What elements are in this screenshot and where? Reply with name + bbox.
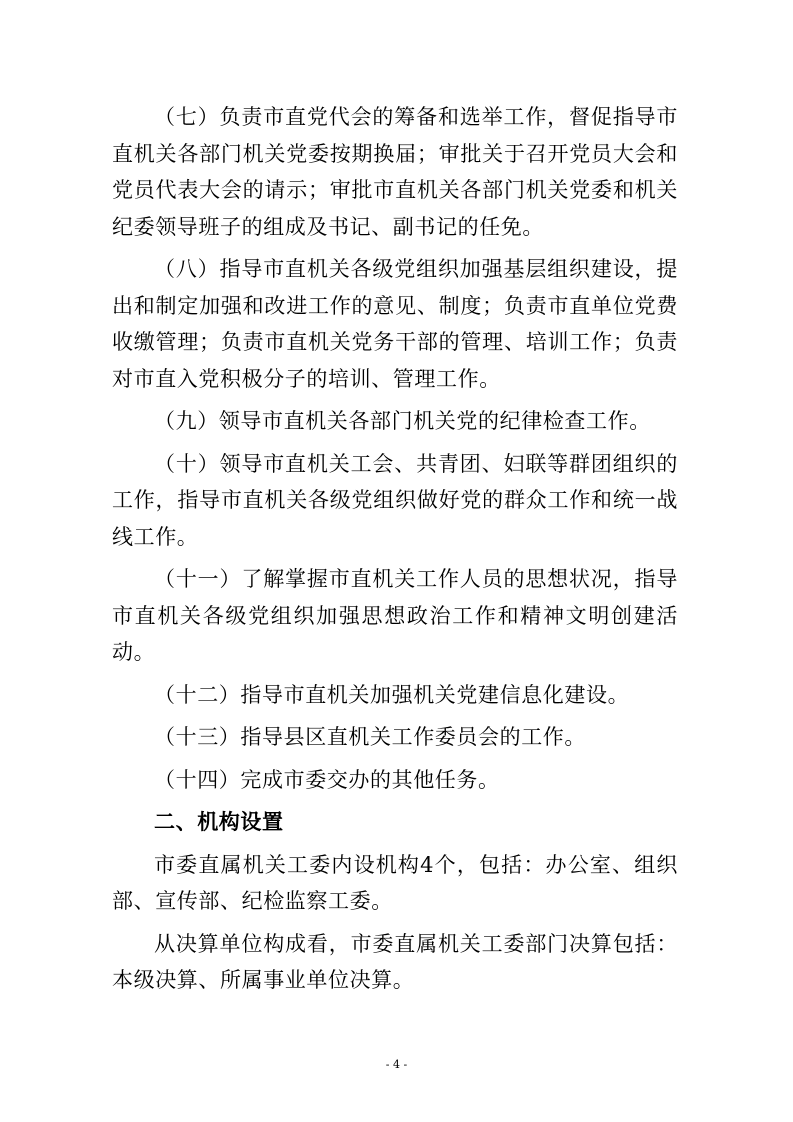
section-heading: 二、机构设置: [154, 810, 284, 834]
paragraph-item-7: （七）负责市直党代会的筹备和选举工作，督促指导市直机关各部门机关党委按期换届；审批关于召开党员大会和党员代表大会的请示；审批市直机关各部门机关党委和机关纪委领导班子的组成及书记、副书记的任免。: [112, 105, 678, 239]
paragraph-item-14: （十四）完成市委交办的其他任务。: [154, 767, 500, 792]
section-paragraph-accounting-units: 从决算单位构成看，市委直属机关工委部门决算包括：本级决算、所属事业单位决算。: [112, 931, 678, 992]
paragraph-item-12: （十二）指导市直机关加强机关党建信息化建设。: [154, 682, 630, 707]
page-number: - 4 -: [385, 1058, 408, 1071]
paragraph-item-10: （十）领导市直机关工会、共青团、妇联等群团组织的工作，指导市直机关各级党组织做好党的群众工作和统一战线工作。: [112, 451, 678, 549]
section-paragraph-internal-units: 市委直属机关工委内设机构4个，包括：办公室、组织部、宣传部、纪检监察工委。: [112, 852, 678, 913]
page-content: [112, 99, 678, 1005]
paragraph-item-13: （十三）指导县区直机关工作委员会的工作。: [154, 725, 586, 749]
paragraph-item-8: （八）指导市直机关各级党组织加强基层组织建设，提出和制定加强和改进工作的意见、制度；负责市直单位党费收缴管理；负责市直机关党务干部的管理、培训工作；负责对市直入党积极分子的培训、管理工作。: [112, 257, 678, 391]
paragraph-item-11: （十一）了解掌握市直机关工作人员的思想状况，指导市直机关各级党组织加强思想政治工作和精神文明创建活动。: [112, 567, 678, 664]
paragraph-item-9: （九）领导市直机关各部门机关党的纪律检查工作。: [154, 409, 651, 433]
